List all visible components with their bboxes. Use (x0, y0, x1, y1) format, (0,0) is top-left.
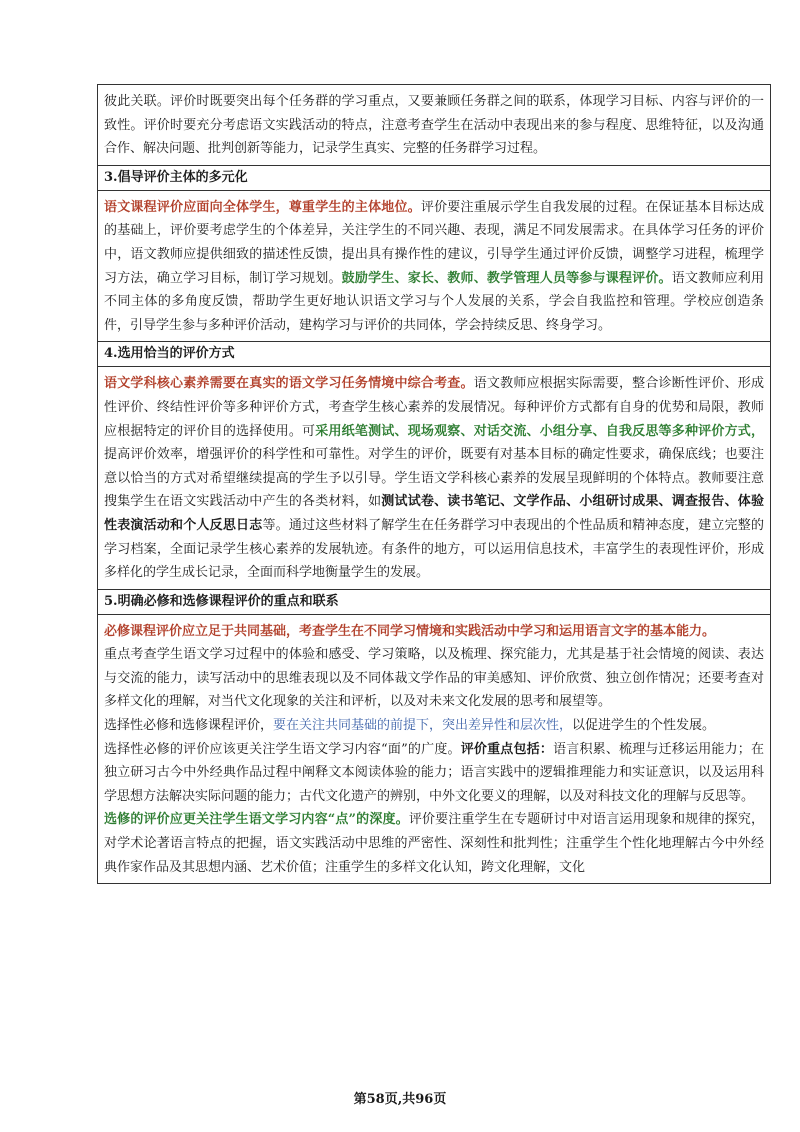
intro-paragraph (98, 85, 770, 165)
section-5-body (98, 614, 770, 884)
s4-text3: 等。通过这些材料了解学生在任务群学习中表现出的个性品质和精神态度，建立完整的学习档案，全面记录学生核心素养的发展轨迹。有条件的地方，可以运用信息技术，丰富学生的表现性评价，形成多样化的学生成长记录，全面而科学地衡量学生的发展。 (104, 517, 764, 581)
s4-text1: 语文教师应根据实际需要，整合诊断性评价、形成性评价、终结性评价等多种评价方式，考查学生核心素养的发展情况。每种评价方式都有自身的优势和局限，教师应根据特定的评价目的选择使用。可 (104, 376, 764, 439)
s3-text2: 语文教师应利用不同主体的多角度反馈，帮助学生更好地认识语文学习与个人发展的关系，学会自我监控和管理。学校应创造条件，引导学生参与多种评价活动，建构学习与评价的共同体，学会持续反思、终身学习。 (104, 270, 764, 333)
s5-text3: 以促进学生的个性发展。 (572, 718, 716, 734)
s4-lead: 语文学科核心素养需要在真实的语文学习任务情境中综合考查。 (104, 376, 474, 392)
s4-materials: 测试试卷、读书笔记、文学作品、小组研讨成果、调查报告、体验性表演活动和个人反思日志 (104, 494, 764, 533)
s5-text1: 重点考查学生语文学习过程中的体验和感受、学习策略，以及梳理、探究能力，尤其是基于社会情境的阅读、表达与交流的能力，读写活动中的思维表现以及不同体裁文学作品的审美感知、评价欣赏、独立创作情况；还要考查对多样文化的理解，对当代文化现象的关注和评析，以及对未来文化发展的思考和展望等。 (104, 647, 764, 710)
s3-text1: 评价要注重展示学生自我发展的过程。在保证基本目标达成的基础上，评价要考虑学生的个体差异，关注学生的不同兴趣、表现，满足不同发展需求。在具体学习任务的评价中，语文教师应提供细致的描述性反馈，提出具有操作性的建议，引导学生通过评价反馈，调整学习进程，梳理学习方法，确立学习目标，制订学习规划。 (104, 199, 764, 286)
s5-text2: 选择性必修和选修课程评价， (104, 718, 274, 734)
s5-text4: 选择性必修的评价应该更关注学生语文学习内容“面”的广度。 (104, 741, 461, 757)
intro-text: 彼此关联。评价时既要突出每个任务群的学习重点，又要兼顾任务群之间的联系，体现学习目标、内容与评价的一致性。评价时要充分考虑语文实践活动的特点，注意考查学生在活动中表现出来的参与程度、思维特征，以及沟通合作、解决问题、批判创新等能力，记录学生真实、完整的任务群学习过程。 (104, 94, 764, 157)
s5-text6: 评价要注重学生在专题研讨中对语言运用现象和规律的探究，对学术论著语言特点的把握，语文实践活动中思维的严密性、深刻性和批判性；注重学生个性化地理解古今中外经典作家作品及其思想内涵、艺术价值；注重学生的多样文化认知，跨文化理解，文化 (104, 812, 764, 875)
section-5-heading: 5.明确必修和选修课程评价的重点和联系 (98, 589, 770, 614)
s4-text2: 提高评价效率，增强评价的科学性和可靠性。对学生的评价，既要有对基本目标的确定性要求，确保底线；也要注意以恰当的方式对希望继续提高的学生予以引导。学生语文学科核心素养的发展呈现鲜明的个体特点。教师要注意搜集学生在语文实践活动中产生的各类材料，如 (104, 447, 764, 510)
s5-lead: 必修课程评价应立足于共同基础，考查学生在不同学习情境和实践活动中学习和运用语言文字的基本能力。 (104, 623, 716, 639)
section-4-body (98, 366, 770, 588)
s5-focus: 要在关注共同基础的前提下，突出差异性和层次性， (273, 718, 573, 734)
s5-elective-lead: 选修的评价应更关注学生语文学习内容“点”的深度。 (104, 812, 409, 828)
s5-text5: 语言积累、梳理与迁移运用能力；在独立研习古今中外经典作品过程中阐释文本阅读体验的能力；语言实践中的逻辑推理能力和实证意识，以及运用科学思想方法解决实际问题的能力；古代文化遗产的辨别，中外文化要义的理解，以及对科技文化的理解与反思等。 (104, 741, 764, 804)
s5-key-label: 评价重点包括： (460, 741, 554, 757)
s3-lead: 语文课程评价应面向全体学生，尊重学生的主体地位。 (104, 199, 421, 215)
s4-methods: 采用纸笔测试、现场观察、对话交流、小组分享、自我反思等多种评价方式， (315, 423, 764, 439)
s3-highlight: 鼓励学生、家长、教师、教学管理人员等参与课程评价。 (341, 270, 672, 286)
page-number: 第58页,共96页 (353, 1092, 447, 1107)
section-3-body (98, 190, 770, 342)
section-4-heading: 4.选用恰当的评价方式 (98, 341, 770, 366)
document-table (97, 84, 771, 884)
section-3-heading: 3.倡导评价主体的多元化 (98, 165, 770, 190)
